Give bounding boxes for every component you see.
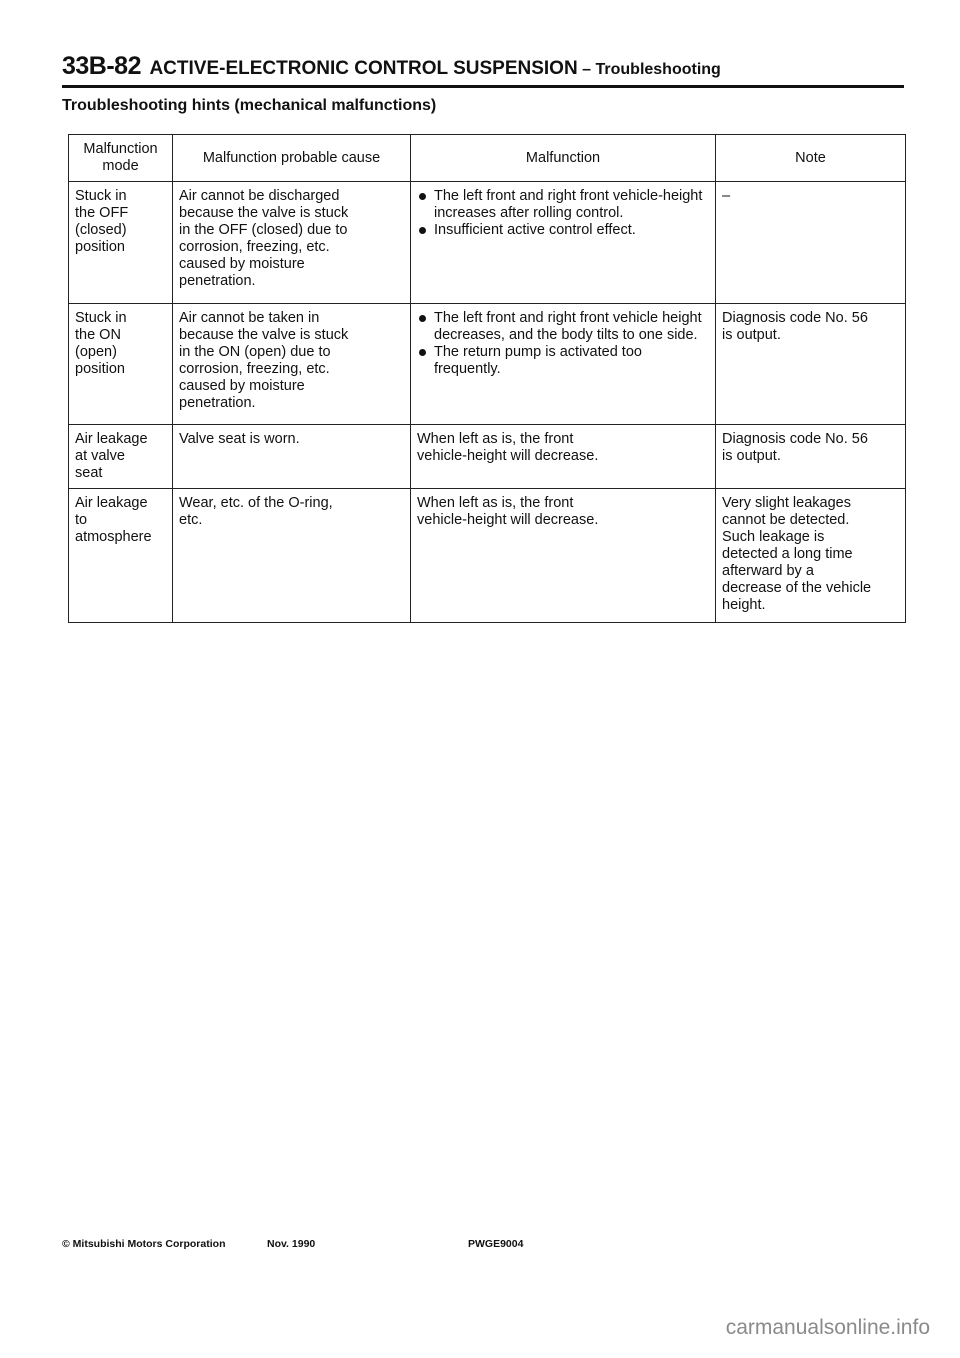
cell-cause: Wear, etc. of the O-ring, etc.	[173, 489, 411, 623]
table-row	[69, 182, 906, 304]
publication-date: Nov. 1990	[267, 1238, 316, 1250]
table-header-row	[69, 135, 906, 182]
table-row	[69, 304, 906, 425]
malfunction-list	[417, 188, 709, 239]
cell-malfunction: When left as is, the front vehicle-height will decrease.	[411, 489, 716, 623]
cell-note: Diagnosis code No. 56 is output.	[716, 425, 906, 489]
page-header	[62, 52, 904, 88]
cell-mode: Stuck in the OFF (closed) position	[69, 182, 173, 304]
header-separator: –	[582, 61, 592, 78]
table-row	[69, 489, 906, 623]
malfunction-item: The return pump is activated too frequently.	[417, 344, 709, 378]
troubleshooting-table	[68, 134, 906, 623]
section-title: Troubleshooting hints (mechanical malfunctions)	[62, 97, 437, 114]
malfunction-item: Insufficient active control effect.	[417, 222, 709, 239]
cell-malfunction: When left as is, the front vehicle-height will decrease.	[411, 425, 716, 489]
cell-mode: Stuck in the ON (open) position	[69, 304, 173, 425]
cell-cause: Air cannot be discharged because the valve is stuck in the OFF (closed) due to corrosion, freezing, etc. caused by moisture penetration.	[173, 182, 411, 304]
copyright-notice: © Mitsubishi Motors Corporation	[62, 1238, 226, 1250]
malfunction-item: The left front and right front vehicle-height increases after rolling control.	[417, 188, 709, 222]
table-row	[69, 425, 906, 489]
cell-note: –	[716, 182, 906, 304]
cell-note: Diagnosis code No. 56 is output.	[716, 304, 906, 425]
site-watermark: carmanualsonline.info	[725, 1316, 930, 1339]
cell-note: Very slight leakages cannot be detected. Such leakage is detected a long time afterward by a decrease of the vehicle height.	[716, 489, 906, 623]
column-header-malfunction: Malfunction	[411, 135, 716, 182]
publication-code: PWGE9004	[468, 1238, 524, 1250]
section-subtitle: Troubleshooting	[595, 61, 721, 78]
malfunction-item: The left front and right front vehicle height decreases, and the body tilts to one side.	[417, 310, 709, 344]
cell-malfunction	[411, 304, 716, 425]
cell-mode: Air leakage at valve seat	[69, 425, 173, 489]
cell-mode: Air leakage to atmosphere	[69, 489, 173, 623]
column-header-mode: Malfunction mode	[69, 135, 173, 182]
cell-cause: Air cannot be taken in because the valve is stuck in the ON (open) due to corrosion, freezing, etc. caused by moisture penetration.	[173, 304, 411, 425]
column-header-note: Note	[716, 135, 906, 182]
malfunction-list	[417, 310, 709, 378]
cell-cause: Valve seat is worn.	[173, 425, 411, 489]
cell-malfunction	[411, 182, 716, 304]
page-code: 33B-82	[62, 52, 141, 80]
column-header-cause: Malfunction probable cause	[173, 135, 411, 182]
chapter-title: ACTIVE-ELECTRONIC CONTROL SUSPENSION	[149, 58, 578, 79]
